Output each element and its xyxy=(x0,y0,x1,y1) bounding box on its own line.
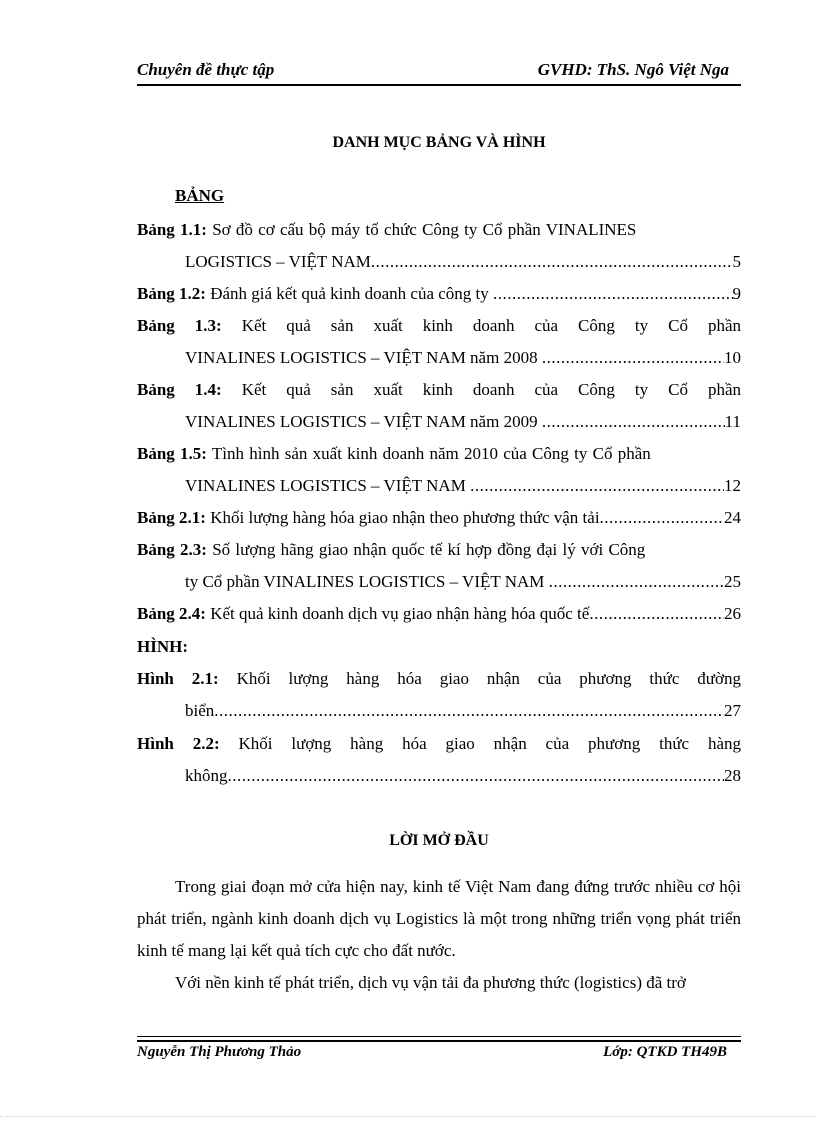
toc-entry-figure-2-1[interactable] xyxy=(137,663,741,727)
entry-title-line1: Sơ đồ cơ cấu bộ máy tổ chức Công ty Cổ phần VINALINES xyxy=(206,220,637,239)
entry-page: 25 xyxy=(724,572,741,591)
entry-page: 5 xyxy=(732,252,741,271)
footer-author: Nguyễn Thị Phương Thảo xyxy=(137,1044,302,1060)
entry-page: 10 xyxy=(724,348,741,367)
entry-label: Hình 2.1: xyxy=(137,669,219,688)
entry-label: Bảng 1.5: xyxy=(137,444,207,463)
entry-page: 26 xyxy=(724,604,741,623)
toc-entry-table-2-4[interactable] xyxy=(137,598,741,630)
leader-dots xyxy=(493,278,732,310)
header-rule xyxy=(137,84,741,86)
tables-heading: BẢNG xyxy=(175,186,225,205)
entry-label: Bảng 1.2: xyxy=(137,284,206,303)
toc-entry-table-1-1[interactable] xyxy=(137,214,741,278)
entry-title-line1: Kết quả sản xuất kinh doanh của Công ty Cổ phần xyxy=(221,316,741,335)
entry-page: 27 xyxy=(724,701,741,720)
leader-dots xyxy=(470,470,724,502)
toc-entry-table-2-3[interactable] xyxy=(137,534,741,598)
leader-dots xyxy=(549,566,724,598)
leader-dots xyxy=(542,342,724,374)
entry-page: 24 xyxy=(724,508,741,527)
entry-title-line2: ty Cổ phần VINALINES LOGISTICS – VIỆT NAM xyxy=(185,572,549,591)
entry-title-line1: Khối lượng hàng hóa giao nhận theo phương thức vận tải xyxy=(205,508,600,527)
header-right: GVHD: ThS. Ngô Việt Nga xyxy=(537,60,729,79)
entry-label: Bảng 1.4: xyxy=(137,380,222,399)
figures-heading: HÌNH: xyxy=(137,637,188,656)
entry-title-line2: VINALINES LOGISTICS – VIỆT NAM năm 2008 xyxy=(185,348,542,367)
entry-title-line1: Tình hình sản xuất kinh doanh năm 2010 của Công ty Cổ phần xyxy=(206,444,651,463)
toc-entry-table-1-5[interactable] xyxy=(137,438,741,502)
toc-entry-table-2-1[interactable] xyxy=(137,502,741,534)
header-left: Chuyên đề thực tập xyxy=(137,60,275,79)
entry-page: 28 xyxy=(724,766,741,785)
intro-paragraph-2: Với nền kinh tế phát triển, dịch vụ vận tải đa phương thức (logistics) đã trở xyxy=(175,973,686,992)
entry-title-line1: Khối lượng hàng hóa giao nhận của phương thức hàng xyxy=(219,734,741,753)
toc-entry-table-1-3[interactable] xyxy=(137,310,741,374)
entry-title-line2: LOGISTICS – VIỆT NAM xyxy=(185,252,371,271)
leader-dots xyxy=(371,246,733,278)
intro-paragraph-1: Trong giai đoạn mở cửa hiện nay, kinh tế Việt Nam đang đứng trước nhiều cơ hội phát triển, ngành kinh doanh dịch vụ Logistics là một trong những triển vọng phát triển kinh tế mang lại kết quả tích cực cho đất nước. xyxy=(137,877,741,960)
footer-rule-thin xyxy=(137,1036,741,1037)
entry-label: Hình 2.2: xyxy=(137,734,220,753)
page-edge-marker xyxy=(0,1116,816,1117)
entry-title-line1: Khối lượng hàng hóa giao nhận của phương thức đường xyxy=(218,669,741,688)
leader-dots xyxy=(542,406,725,438)
toc-entry-figure-2-2[interactable] xyxy=(137,728,741,792)
entry-label: Bảng 1.3: xyxy=(137,316,222,335)
leader-dots xyxy=(214,695,724,727)
entry-label: Bảng 1.1: xyxy=(137,220,207,239)
leader-dots xyxy=(589,598,724,630)
entry-title-line2: biển xyxy=(185,701,215,720)
entry-label: Bảng 2.4: xyxy=(137,604,206,623)
entry-label: Bảng 2.3: xyxy=(137,540,207,559)
entry-title-line1: Số lượng hãng giao nhận quốc tế kí hợp đồng đại lý với Công xyxy=(206,540,646,559)
list-title: DANH MỤC BẢNG VÀ HÌNH xyxy=(332,134,546,151)
footer-rule-thick xyxy=(137,1040,741,1042)
toc-entry-table-1-2[interactable] xyxy=(137,278,741,310)
leader-dots xyxy=(228,760,725,792)
entry-page: 9 xyxy=(732,284,741,303)
entry-title-line2: VINALINES LOGISTICS – VIỆT NAM xyxy=(185,476,471,495)
entry-title-line2: không xyxy=(185,766,228,785)
intro-title: LỜI MỞ ĐẦU xyxy=(389,832,489,849)
entry-label: Bảng 2.1: xyxy=(137,508,206,527)
leader-dots xyxy=(600,502,724,534)
toc-entry-table-1-4[interactable] xyxy=(137,374,741,438)
entry-title-line2: VINALINES LOGISTICS – VIỆT NAM năm 2009 xyxy=(185,412,542,431)
entry-title-line1: Kết quả kinh doanh dịch vụ giao nhận hàng hóa quốc tế xyxy=(205,604,590,623)
entry-title-line1: Đánh giá kết quả kinh doanh của công ty xyxy=(205,284,494,303)
entry-page: 12 xyxy=(724,476,741,495)
entry-title-line1: Kết quả sản xuất kinh doanh của Công ty Cổ phần xyxy=(221,380,741,399)
footer-class: Lớp: QTKD TH49B xyxy=(603,1044,727,1060)
entry-page: 11 xyxy=(724,412,741,431)
